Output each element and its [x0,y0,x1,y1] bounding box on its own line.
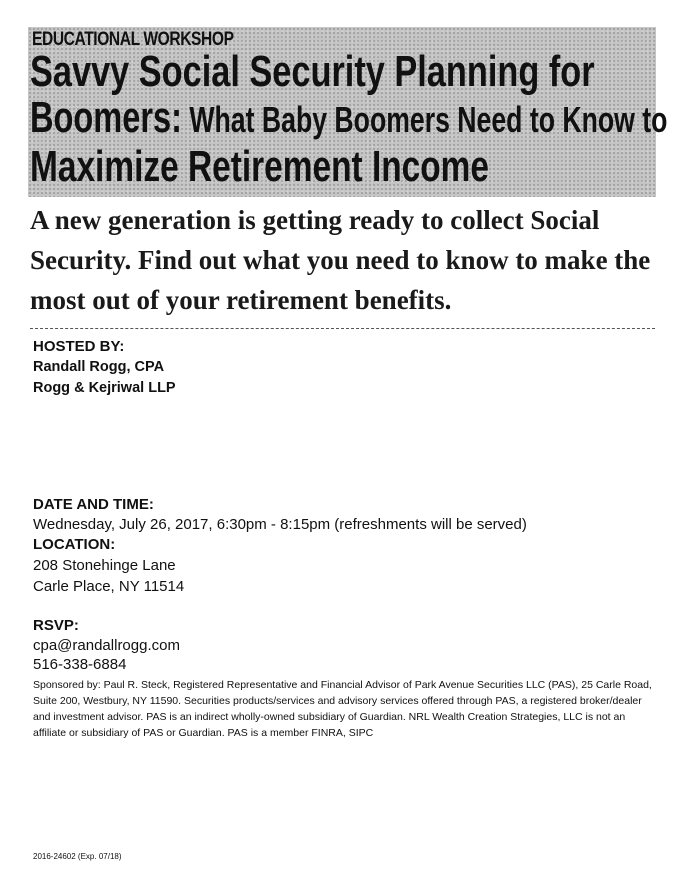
hosted-by-label: HOSTED BY: [33,338,125,355]
title-line-3: Maximize Retirement Income [30,142,490,191]
host-name: Randall Rogg, CPA [33,359,165,375]
section-divider [30,328,655,329]
document-code: 2016-24602 (Exp. 07/18) [33,852,122,861]
location-label: LOCATION: [33,536,116,553]
title-line-2-lead: Boomers: [30,93,182,142]
header-banner [28,27,668,197]
title-line-1: Savvy Social Security Planning for [30,47,595,96]
rsvp-label: RSVP: [33,617,79,634]
sponsor-disclosure: Sponsored by: Paul R. Steck, Registered Representative and Financial Advisor of Park Avenue Securities LLC (PAS), 25 Carle Road, Suite 200, Westbury, NY 11590. Securities products/services and advisory services offered through PAS, a registered broker/dealer and investment advisor. PAS is an indirect wholly-owned subsidiary of Guardian. NRL Wealth Creation Strategies, LLC is not an affiliate or subsidiary of PAS or Guardian. PAS is a member FINRA, SIPC [33,679,652,739]
subheadline: A new generation is getting ready to collect Social Security. Find out what you need to know to make the most out of your retirement benefits. [30,205,651,315]
location-address-line-1: 208 Stonehinge Lane [33,557,176,574]
rsvp-email: cpa@randallrogg.com [33,637,180,654]
title-line-2-rest: What Baby Boomers Need to Know to [181,99,668,140]
rsvp-phone: 516-338-6884 [33,656,127,673]
title-line-2 [30,95,667,144]
page-title [30,49,686,190]
eyebrow-label: EDUCATIONAL WORKSHOP [32,29,234,50]
date-time-label: DATE AND TIME: [33,496,154,513]
host-firm: Rogg & Kejriwal LLP [33,380,176,396]
location-address-line-2: Carle Place, NY 11514 [33,578,185,595]
date-time-value: Wednesday, July 26, 2017, 6:30pm - 8:15pm (refreshments will be served) [33,516,527,533]
